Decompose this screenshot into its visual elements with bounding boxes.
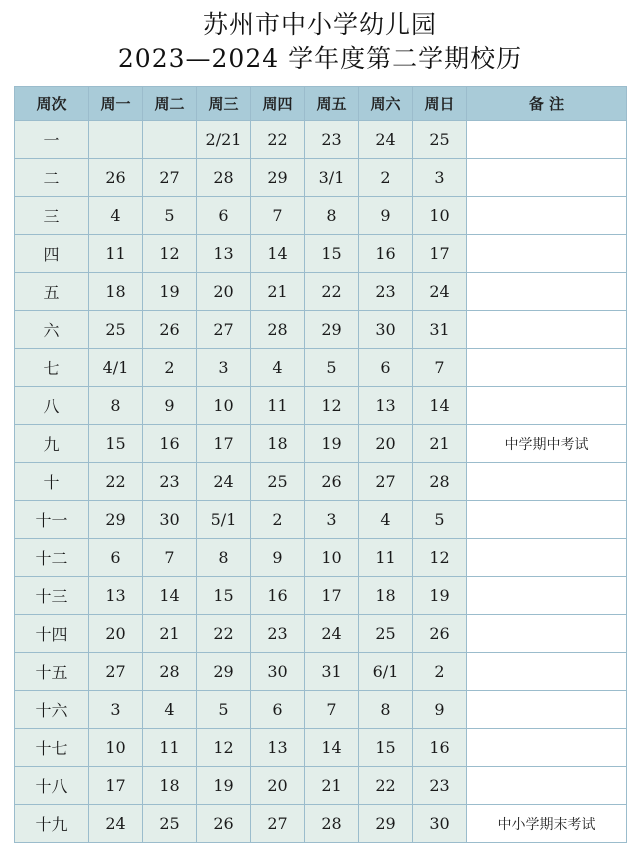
- header-fri: 周五: [305, 87, 359, 121]
- date-cell: 4: [143, 691, 197, 729]
- date-cell: 28: [251, 311, 305, 349]
- date-cell: 3: [197, 349, 251, 387]
- week-number-cell: 一: [15, 121, 89, 159]
- table-row: [15, 767, 627, 805]
- date-cell: 20: [359, 425, 413, 463]
- date-cell: 25: [251, 463, 305, 501]
- date-cell: 9: [143, 387, 197, 425]
- table-row: [15, 691, 627, 729]
- date-cell: 2: [359, 159, 413, 197]
- date-cell: 4: [251, 349, 305, 387]
- table-row: [15, 197, 627, 235]
- date-cell: 19: [197, 767, 251, 805]
- date-cell: 14: [143, 577, 197, 615]
- week-number-cell: 八: [15, 387, 89, 425]
- date-cell: 28: [305, 805, 359, 843]
- date-cell: 9: [251, 539, 305, 577]
- date-cell: 29: [359, 805, 413, 843]
- note-cell: [467, 273, 627, 311]
- date-cell: 6: [359, 349, 413, 387]
- note-cell: [467, 387, 627, 425]
- date-cell: 23: [143, 463, 197, 501]
- date-cell: 2: [143, 349, 197, 387]
- date-cell: 8: [305, 197, 359, 235]
- date-cell: 18: [359, 577, 413, 615]
- date-cell: 26: [143, 311, 197, 349]
- date-cell: 25: [413, 121, 467, 159]
- week-number-cell: 七: [15, 349, 89, 387]
- date-cell: 26: [413, 615, 467, 653]
- week-number-cell: 六: [15, 311, 89, 349]
- table-row: [15, 539, 627, 577]
- date-cell: 6: [251, 691, 305, 729]
- date-cell: [143, 121, 197, 159]
- date-cell: 12: [305, 387, 359, 425]
- table-row: [15, 501, 627, 539]
- table-row: [15, 235, 627, 273]
- date-cell: 4: [359, 501, 413, 539]
- table-row: [15, 805, 627, 843]
- date-cell: 7: [305, 691, 359, 729]
- date-cell: 13: [251, 729, 305, 767]
- note-cell: [467, 121, 627, 159]
- table-row: [15, 387, 627, 425]
- date-cell: 23: [413, 767, 467, 805]
- table-row: [15, 349, 627, 387]
- date-cell: 8: [359, 691, 413, 729]
- date-cell: 12: [413, 539, 467, 577]
- date-cell: 3: [305, 501, 359, 539]
- week-number-cell: 十二: [15, 539, 89, 577]
- date-cell: 22: [89, 463, 143, 501]
- date-cell: 19: [413, 577, 467, 615]
- header-notes: 备 注: [467, 87, 627, 121]
- date-cell: 28: [413, 463, 467, 501]
- date-cell: 17: [197, 425, 251, 463]
- week-number-cell: 十四: [15, 615, 89, 653]
- header-sun: 周日: [413, 87, 467, 121]
- note-cell: [467, 159, 627, 197]
- date-cell: 23: [251, 615, 305, 653]
- note-cell: [467, 539, 627, 577]
- week-number-cell: 五: [15, 273, 89, 311]
- date-cell: 29: [305, 311, 359, 349]
- date-cell: 12: [197, 729, 251, 767]
- week-number-cell: 九: [15, 425, 89, 463]
- date-cell: 29: [89, 501, 143, 539]
- date-cell: 22: [305, 273, 359, 311]
- date-cell: 14: [251, 235, 305, 273]
- date-cell: 21: [413, 425, 467, 463]
- date-cell: 24: [305, 615, 359, 653]
- date-cell: 5: [305, 349, 359, 387]
- header-wed: 周三: [197, 87, 251, 121]
- note-cell: [467, 311, 627, 349]
- week-number-cell: 十八: [15, 767, 89, 805]
- table-row: [15, 273, 627, 311]
- date-cell: 9: [359, 197, 413, 235]
- date-cell: 7: [251, 197, 305, 235]
- header-sat: 周六: [359, 87, 413, 121]
- table-row: [15, 425, 627, 463]
- date-cell: 27: [359, 463, 413, 501]
- week-number-cell: 十: [15, 463, 89, 501]
- date-cell: 16: [413, 729, 467, 767]
- date-cell: 4/1: [89, 349, 143, 387]
- date-cell: 27: [197, 311, 251, 349]
- date-cell: 3: [89, 691, 143, 729]
- date-cell: 21: [143, 615, 197, 653]
- date-cell: 27: [143, 159, 197, 197]
- date-cell: 6: [197, 197, 251, 235]
- date-cell: 7: [143, 539, 197, 577]
- date-cell: 6: [89, 539, 143, 577]
- date-cell: 25: [143, 805, 197, 843]
- week-number-cell: 十七: [15, 729, 89, 767]
- date-cell: 5/1: [197, 501, 251, 539]
- date-cell: 8: [89, 387, 143, 425]
- date-cell: 2: [413, 653, 467, 691]
- date-cell: 4: [89, 197, 143, 235]
- date-cell: 18: [251, 425, 305, 463]
- date-cell: 26: [305, 463, 359, 501]
- date-cell: 6/1: [359, 653, 413, 691]
- date-cell: [89, 121, 143, 159]
- date-cell: 27: [89, 653, 143, 691]
- header-mon: 周一: [89, 87, 143, 121]
- date-cell: 24: [413, 273, 467, 311]
- date-cell: 2: [251, 501, 305, 539]
- date-cell: 7: [413, 349, 467, 387]
- date-cell: 14: [305, 729, 359, 767]
- date-cell: 9: [413, 691, 467, 729]
- date-cell: 21: [305, 767, 359, 805]
- date-cell: 13: [359, 387, 413, 425]
- date-cell: 16: [251, 577, 305, 615]
- date-cell: 17: [89, 767, 143, 805]
- date-cell: 5: [197, 691, 251, 729]
- header-row: [15, 87, 627, 121]
- week-number-cell: 十六: [15, 691, 89, 729]
- date-cell: 29: [251, 159, 305, 197]
- note-cell: [467, 197, 627, 235]
- calendar-table: [14, 86, 627, 843]
- week-number-cell: 十五: [15, 653, 89, 691]
- date-cell: 30: [359, 311, 413, 349]
- date-cell: 15: [305, 235, 359, 273]
- date-cell: 10: [305, 539, 359, 577]
- note-cell: [467, 615, 627, 653]
- date-cell: 13: [197, 235, 251, 273]
- date-cell: 22: [251, 121, 305, 159]
- date-cell: 30: [143, 501, 197, 539]
- note-cell: [467, 691, 627, 729]
- date-cell: 20: [197, 273, 251, 311]
- date-cell: 14: [413, 387, 467, 425]
- calendar-body: [15, 121, 627, 843]
- date-cell: 8: [197, 539, 251, 577]
- date-cell: 16: [143, 425, 197, 463]
- note-cell: [467, 463, 627, 501]
- date-cell: 10: [197, 387, 251, 425]
- date-cell: 11: [359, 539, 413, 577]
- date-cell: 11: [89, 235, 143, 273]
- note-cell: 中学期中考试: [467, 425, 627, 463]
- date-cell: 3: [413, 159, 467, 197]
- table-row: [15, 463, 627, 501]
- header-tue: 周二: [143, 87, 197, 121]
- week-number-cell: 四: [15, 235, 89, 273]
- week-number-cell: 十一: [15, 501, 89, 539]
- date-cell: 18: [143, 767, 197, 805]
- date-cell: 23: [305, 121, 359, 159]
- date-cell: 27: [251, 805, 305, 843]
- table-row: [15, 615, 627, 653]
- week-number-cell: 十三: [15, 577, 89, 615]
- date-cell: 19: [143, 273, 197, 311]
- date-cell: 23: [359, 273, 413, 311]
- date-cell: 24: [359, 121, 413, 159]
- date-cell: 17: [413, 235, 467, 273]
- date-cell: 30: [413, 805, 467, 843]
- date-cell: 20: [251, 767, 305, 805]
- date-cell: 20: [89, 615, 143, 653]
- date-cell: 16: [359, 235, 413, 273]
- date-cell: 5: [143, 197, 197, 235]
- date-cell: 10: [413, 197, 467, 235]
- date-cell: 15: [89, 425, 143, 463]
- date-cell: 11: [251, 387, 305, 425]
- note-cell: [467, 767, 627, 805]
- note-cell: [467, 501, 627, 539]
- date-cell: 18: [89, 273, 143, 311]
- date-cell: 10: [89, 729, 143, 767]
- table-row: [15, 311, 627, 349]
- note-cell: [467, 349, 627, 387]
- date-cell: 15: [359, 729, 413, 767]
- week-number-cell: 三: [15, 197, 89, 235]
- date-cell: 26: [89, 159, 143, 197]
- date-cell: 28: [197, 159, 251, 197]
- date-cell: 31: [413, 311, 467, 349]
- week-number-cell: 二: [15, 159, 89, 197]
- page-subtitle: 2023—2024 学年度第二学期校历: [117, 44, 523, 73]
- table-row: [15, 121, 627, 159]
- date-cell: 29: [197, 653, 251, 691]
- date-cell: 25: [89, 311, 143, 349]
- date-cell: 25: [359, 615, 413, 653]
- note-cell: [467, 235, 627, 273]
- note-cell: [467, 653, 627, 691]
- table-row: [15, 729, 627, 767]
- date-cell: 24: [89, 805, 143, 843]
- page-title: 苏州市中小学幼儿园: [202, 10, 437, 39]
- date-cell: 30: [251, 653, 305, 691]
- date-cell: 2/21: [197, 121, 251, 159]
- table-row: [15, 577, 627, 615]
- date-cell: 21: [251, 273, 305, 311]
- table-row: [15, 653, 627, 691]
- date-cell: 22: [359, 767, 413, 805]
- date-cell: 17: [305, 577, 359, 615]
- note-cell: 中小学期末考试: [467, 805, 627, 843]
- note-cell: [467, 577, 627, 615]
- date-cell: 13: [89, 577, 143, 615]
- date-cell: 22: [197, 615, 251, 653]
- date-cell: 19: [305, 425, 359, 463]
- note-cell: [467, 729, 627, 767]
- header-thu: 周四: [251, 87, 305, 121]
- date-cell: 15: [197, 577, 251, 615]
- date-cell: 3/1: [305, 159, 359, 197]
- header-week: 周次: [15, 87, 89, 121]
- date-cell: 24: [197, 463, 251, 501]
- table-row: [15, 159, 627, 197]
- week-number-cell: 十九: [15, 805, 89, 843]
- date-cell: 12: [143, 235, 197, 273]
- date-cell: 31: [305, 653, 359, 691]
- date-cell: 28: [143, 653, 197, 691]
- date-cell: 26: [197, 805, 251, 843]
- date-cell: 5: [413, 501, 467, 539]
- date-cell: 11: [143, 729, 197, 767]
